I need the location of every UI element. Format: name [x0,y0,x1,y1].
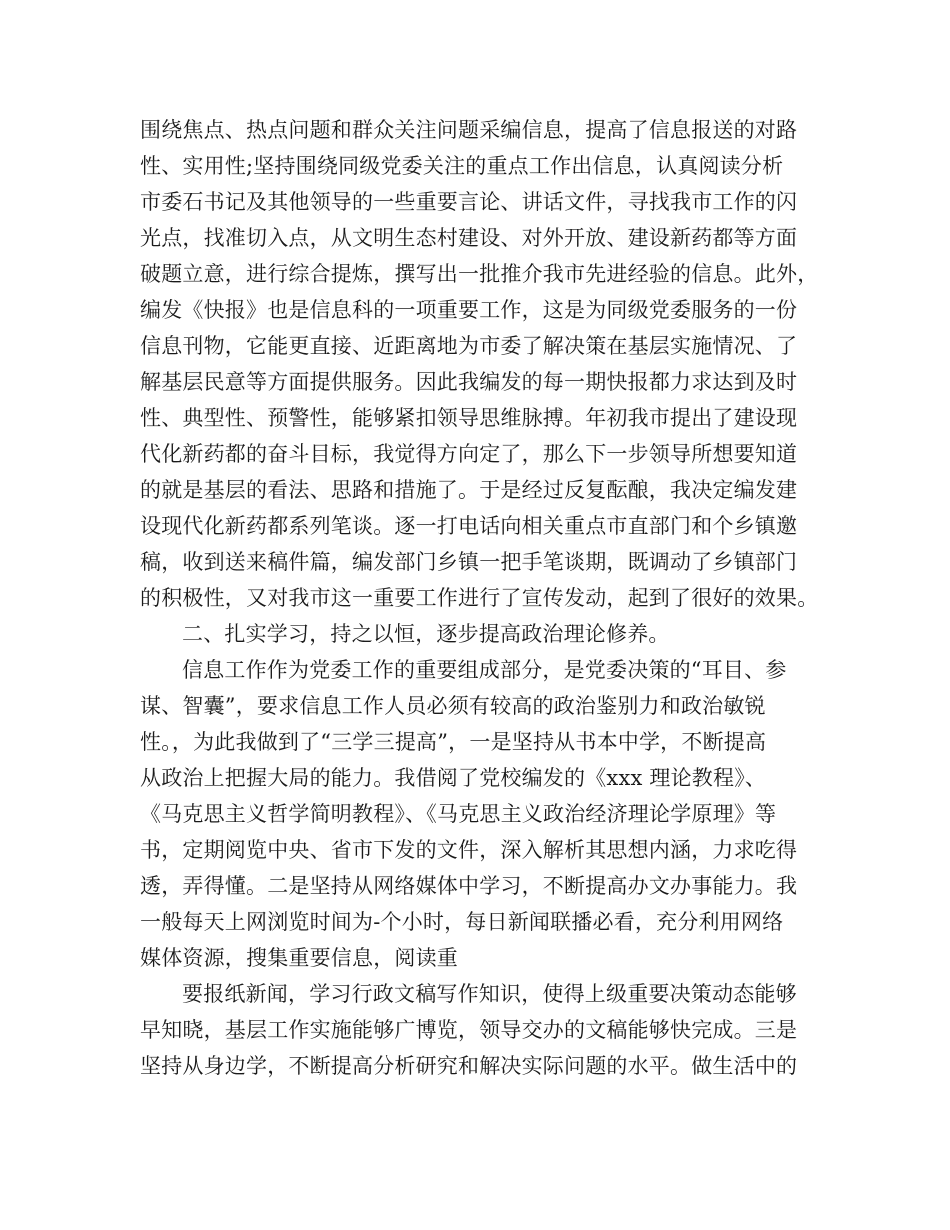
text-line: 信息工作作为党委工作的重要组成部分，是党委决策的“耳目、参 [182,658,787,682]
text-line: 透，弄得懂。二是坚持从网络媒体中学习，不断提高办文办事能力。我 [140,874,798,898]
text-line: 性。，为此我做到了“三学三提高”，一是坚持从书本中学，不断提高 [140,730,767,754]
text-line: 要报纸新闻，学习行政文稿写作知识，使得上级重要决策动态能够 [182,982,797,1006]
text-line: 《马克思主义哲学简明教程》、《马克思主义政治经济理论学原理》等 [140,802,777,826]
text-line: 的积极性，又对我市这一重要工作进行了宣传发动，起到了很好的效果。 [140,586,819,610]
text-line: 媒体资源，搜集重要信息，阅读重 [140,946,458,970]
text-line: 谋、智囊”，要求信息工作人员必须有较高的政治鉴别力和政治敏锐 [140,694,766,718]
paragraph-newspaper [140,976,820,1084]
text-line: 破题立意，进行综合提炼，撰写出一批推介我市先进经验的信息。此外， [140,262,819,286]
text-line: 稿，收到送来稿件篇，编发部门乡镇一把手笔谈期，既调动了乡镇部门 [140,550,798,574]
text-line: 围绕焦点、热点问题和群众关注问题采编信息，提高了信息报送的对路 [140,118,798,142]
text-line: 市委石书记及其他领导的一些重要言论、讲话文件，寻找我市工作的闪 [140,190,798,214]
text-line: 光点，找准切入点，从文明生态村建设、对外开放、建设新药都等方面 [140,226,798,250]
paragraph-study [140,652,820,976]
text-line: 代化新药都的奋斗目标，我觉得方向定了，那么下一步领导所想要知道 [140,442,798,466]
text-line: 的就是基层的看法、思路和措施了。于是经过反复酝酿，我决定编发建 [140,478,798,502]
paragraph-info-work [140,112,820,616]
text-line: 性、典型性、预警性，能够紧扣领导思维脉搏。年初我市提出了建设现 [140,406,798,430]
text-line: 早知晓，基层工作实施能够广博览，领导交办的文稿能够快完成。三是 [140,1018,798,1042]
text-line: 坚持从身边学，不断提高分析研究和解决实际问题的水平。做生活中的 [140,1054,798,1078]
section-heading-text: 二、扎实学习，持之以恒，逐步提高政治理论修养。 [182,622,670,646]
text-line: 书，定期阅览中央、省市下发的文件，深入解析其思想内涵，力求吃得 [140,838,798,862]
text-line: 编发《快报》也是信息科的一项重要工作，这是为同级党委服务的一份 [140,298,798,322]
section-heading [140,616,820,652]
text-line: 性、实用性;坚持围绕同级党委关注的重点工作出信息，认真阅读分析 [140,154,784,178]
text-line: 设现代化新药都系列笔谈。逐一打电话向相关重点市直部门和个乡镇邀 [140,514,798,538]
text-line: 信息刊物，它能更直接、近距离地为市委了解决策在基层实施情况、了 [140,334,798,358]
text-line: 一般每天上网浏览时间为-个小时，每日新闻联播必看，充分利用网络 [140,910,784,934]
text-line: 解基层民意等方面提供服务。因此我编发的每一期快报都力求达到及时 [140,370,798,394]
text-line: 从政治上把握大局的能力。我借阅了党校编发的《xxx 理论教程》、 [140,766,767,790]
